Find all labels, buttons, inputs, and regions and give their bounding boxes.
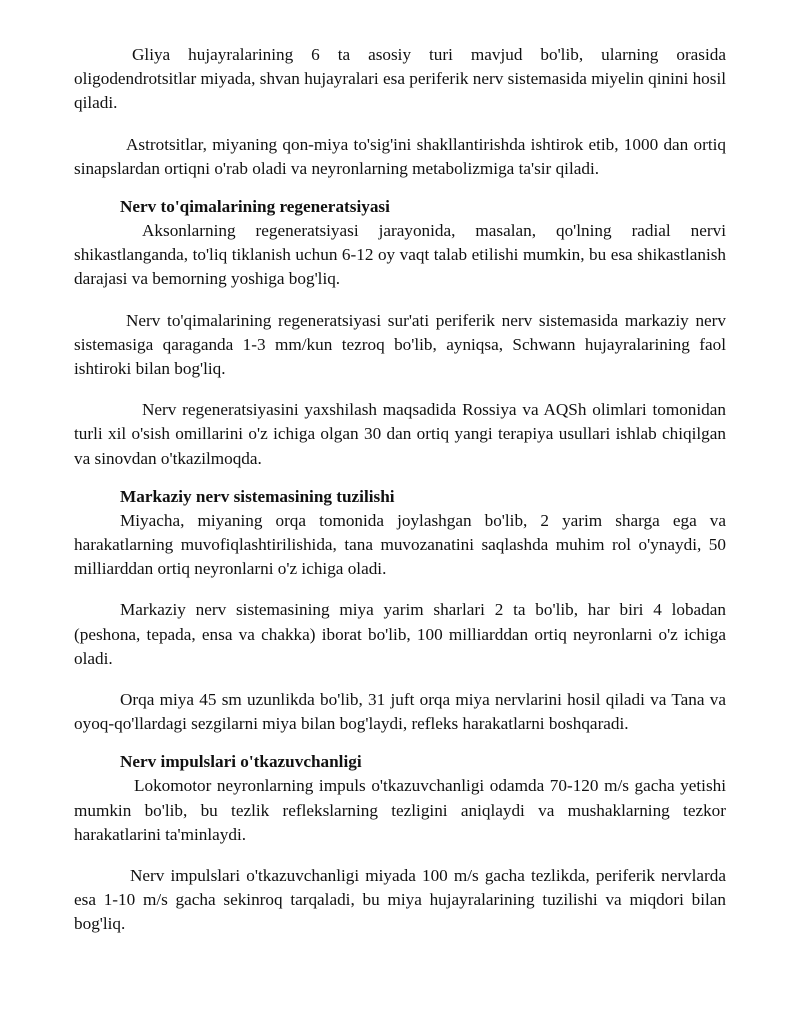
cns-paragraph-2: Markaziy nerv sistemasining miya yarim sharlari 2 ta bo'lib, har biri 4 lobadan (peshona, tepada, ensa va chakka) iborat bo'lib, 100 milliarddan ortiq neyronlarni o'z ichiga oladi. [74, 600, 726, 668]
section-heading-cns-structure: Markaziy nerv sistemasining tuzilishi [120, 486, 395, 506]
intro-paragraph-2: Astrotsitlar, miyaning qon-miya to'sig'ini shakllantirishda ishtirok etib, 1000 dan ortiq sinapslardan ortiqni o'rab oladi va neyronlarning metabolizmiga ta'sir qiladi. [74, 134, 726, 178]
document-page [74, 43, 726, 954]
cns-paragraph-1: Miyacha, miyaning orqa tomonida joylashgan bo'lib, 2 yarim sharga ega va harakatlarning muvofiqlashtirilishida, tana muvozanatini saqlashda muhim rol o'ynaydi, 50 milliarddan ortiq neyronlarni o'z ichiga oladi. [74, 510, 726, 579]
regeneration-paragraph-3: Nerv regeneratsiyasini yaxshilash maqsadida Rossiya va AQSh olimlari tomonidan turli xil o'sish omillarini o'z ichiga olgan 30 dan ortiq yangi terapiya usullari ishlab chiqilgan va sinovdan o'tkazilmoqda. [74, 400, 726, 468]
section-heading-regeneration: Nerv to'qimalarining regeneratsiyasi [120, 197, 390, 217]
section-impulse-conduction [74, 750, 726, 936]
intro-paragraph-1: Gliya hujayralarining 6 ta asosiy turi mavjud bo'lib, ularning orasida oligodendrotsitlar miyada, shvan hujayralari esa periferik nerv sistemasida miyelin qinini hosil qiladi. [74, 45, 726, 113]
regeneration-paragraph-1: Aksonlarning regeneratsiyasi jarayonida, masalan, qo'lning radial nervi shikastlanganda, to'liq tiklanish uchun 6-12 oy vaqt talab etilishi mumkin, bu esa shikastlanish darajasi va bemorning yoshiga bog'liq. [74, 221, 726, 289]
section-cns-structure [74, 485, 726, 737]
impulse-paragraph-1: Lokomotor neyronlarning impuls o'tkazuvchanligi odamda 70-120 m/s gacha yetishi mumkin bo'lib, bu tezlik reflekslarning tezligini aniqlaydi va mushaklarning tezkor harakatlarini ta'minlaydi. [74, 776, 726, 844]
section-regeneration [74, 195, 726, 471]
regeneration-paragraph-2: Nerv to'qimalarining regeneratsiyasi sur'ati periferik nerv sistemasida markaziy nerv sistemasiga qaraganda 1-3 mm/kun tezroq bo'lib, ayniqsa, Schwann hujayralarining faol ishtiroki bilan bog'liq. [74, 310, 726, 379]
impulse-paragraph-2: Nerv impulslari o'tkazuvchanligi miyada 100 m/s gacha tezlikda, periferik nervlarda esa 1-10 m/s gacha sekinroq tarqaladi, bu miya hujayralarining tuzilishi va miqdori bilan bog'liq. [74, 866, 726, 934]
section-heading-impulse-conduction: Nerv impulslari o'tkazuvchanligi [120, 752, 362, 772]
cns-paragraph-3: Orqa miya 45 sm uzunlikda bo'lib, 31 juft orqa miya nervlarini hosil qiladi va Tana va oyoq-qo'llardagi sezgilarni miya bilan bog'laydi, refleks harakatlarni boshqaradi. [74, 690, 726, 734]
